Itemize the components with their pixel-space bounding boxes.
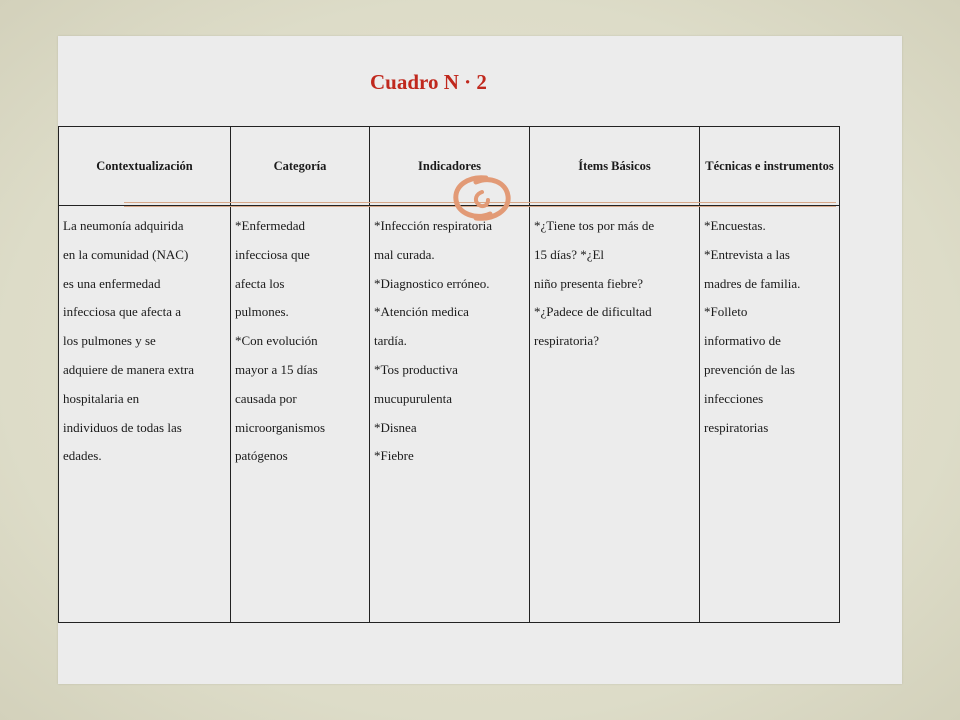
cell-line: niño presenta fiebre?	[534, 275, 644, 291]
cell-line: adquiere de manera extra	[63, 361, 195, 377]
header-items-basicos: Ítems Básicos	[530, 127, 700, 206]
cell-line: respiratoria?	[534, 333, 599, 349]
cell-line: *Atención medica	[374, 304, 469, 320]
cell-line: pulmones.	[235, 304, 289, 320]
cell-line: en la comunidad (NAC)	[63, 246, 189, 262]
cell-line: *¿Tiene tos por más de	[534, 218, 655, 233]
cell-line: infecciones	[704, 390, 764, 406]
cell-line: La neumonía adquirida	[63, 218, 184, 233]
cell-line: hospitalaria en	[63, 390, 140, 406]
cell-line: respiratorias	[704, 419, 769, 435]
header-categoria: Categoría	[231, 127, 370, 206]
cell-categoria	[231, 206, 370, 623]
cell-indicadores	[370, 206, 530, 623]
cell-line: *Folleto	[704, 304, 748, 320]
cell-line: prevención de las	[704, 361, 795, 377]
cell-line: madres de familia.	[704, 275, 801, 291]
cell-line: es una enfermedad	[63, 275, 161, 291]
header-contextualizacion: Contextualización	[59, 127, 231, 206]
cell-line: causada por	[235, 390, 297, 406]
cell-line: los pulmones y se	[63, 333, 156, 349]
header-tecnicas: Técnicas e instrumentos	[700, 127, 840, 206]
cell-contextualizacion	[59, 206, 231, 623]
cell-items-basicos	[530, 206, 700, 623]
ornament-icon	[446, 170, 518, 226]
cell-line: *Diagnostico erróneo.	[374, 275, 490, 291]
cell-line: *Con evolución	[235, 333, 318, 349]
cell-line: *Disnea	[374, 419, 417, 435]
cell-line: infecciosa que afecta a	[63, 304, 182, 320]
table-row	[59, 206, 840, 623]
cell-tecnicas	[700, 206, 840, 623]
cell-line: mal curada.	[374, 246, 435, 262]
cell-line: microorganismos	[235, 419, 326, 435]
cell-line: informativo de	[704, 333, 781, 349]
cell-line: *Fiebre	[374, 448, 414, 464]
cell-line: individuos de todas las	[63, 419, 182, 435]
cell-line: patógenos	[235, 448, 288, 464]
cell-line: *Entrevista a las	[704, 246, 790, 262]
page-title: Cuadro N · 2	[370, 70, 487, 94]
cell-line: afecta los	[235, 275, 285, 291]
header-indicadores: Indicadores	[370, 127, 530, 206]
cell-line: tardía.	[374, 333, 407, 349]
cell-line: *¿Padece de dificultad	[534, 304, 652, 320]
cell-line: *Tos productiva	[374, 361, 458, 377]
cell-line: edades.	[63, 448, 102, 464]
cell-line: *Enfermedad	[235, 218, 306, 233]
cell-line: *Infección respiratoria	[374, 218, 493, 233]
cell-line: mucupurulenta	[374, 390, 452, 406]
cell-line: *Encuestas.	[704, 218, 766, 233]
cell-line: mayor a 15 días	[235, 361, 318, 377]
cell-line: infecciosa que	[235, 246, 310, 262]
cell-line: 15 días? *¿El	[534, 246, 605, 262]
